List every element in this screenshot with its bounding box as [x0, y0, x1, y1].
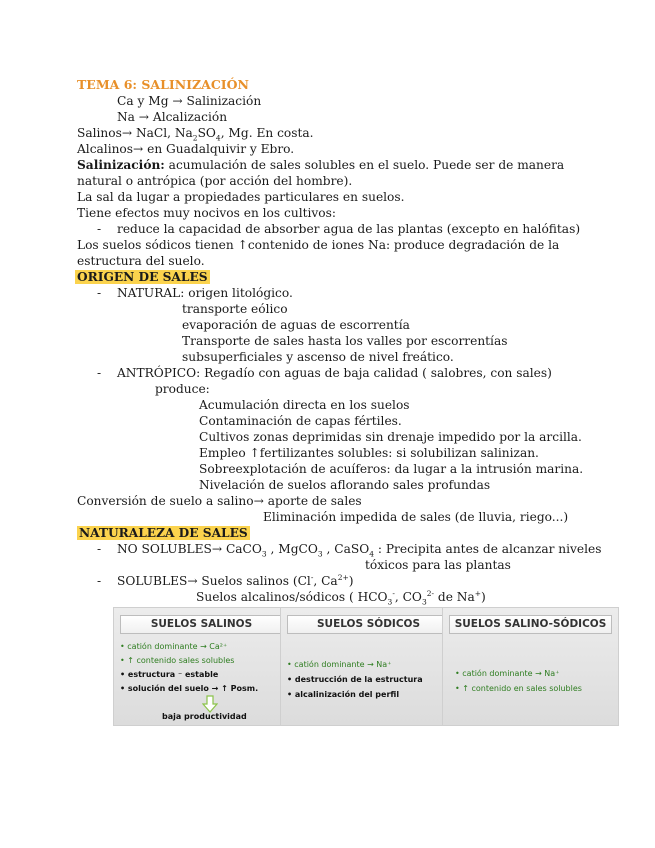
definition-line	[77, 157, 564, 173]
panel-suelos-sodicos	[280, 607, 457, 726]
superscript: -	[392, 588, 395, 598]
panel-title: SUELOS SALINOS	[120, 615, 283, 634]
natural-line: NATURAL: origen litológico.	[117, 286, 293, 300]
subscript: 2	[192, 133, 198, 143]
solubles-text: , Ca	[313, 574, 338, 588]
natural-item: Transporte de sales hasta los valles por escorrentías	[182, 334, 508, 348]
bullet-dash: -	[97, 366, 102, 380]
antropico-item: Cultivos zonas deprimidas sin drenaje impedido por la arcilla.	[199, 430, 582, 444]
origen-heading	[75, 269, 210, 285]
no-solubles-text: NO SOLUBLES→ CaCO	[117, 542, 262, 556]
antropico-item: Contaminación de capas fértiles.	[199, 414, 402, 428]
sodicos-line-2: estructura del suelo.	[77, 254, 205, 268]
panel-item: • destrucción de la estructura	[287, 675, 423, 684]
na-line: Na → Alcalización	[117, 110, 228, 124]
salinos-text: SO	[197, 126, 216, 140]
antropico-item: Empleo ↑fertilizantes solubles: si solubilizan salinizan.	[199, 446, 539, 460]
antropico-item: Acumulación directa en los suelos	[199, 398, 410, 412]
panel-suelos-salinos	[113, 607, 290, 726]
no-solubles-text: : Precipita antes de alcanzar niveles	[374, 542, 602, 556]
bullet-dash: -	[97, 286, 102, 300]
naturaleza-heading	[77, 525, 250, 541]
panel-item: • catión dominante → Na⁺	[287, 660, 392, 669]
subscript: 3	[387, 597, 393, 607]
salinos-line	[77, 125, 314, 141]
produce-line: produce:	[155, 382, 210, 396]
eliminacion-line: Eliminación impedida de sales (de lluvia, riego...)	[263, 510, 569, 524]
superscript: 2+	[337, 572, 349, 582]
panel-item: • estructura ⁻ estable	[120, 670, 219, 679]
alcalinos-line: Alcalinos→ en Guadalquivir y Ebro.	[77, 142, 295, 156]
alcalinos-text: )	[481, 590, 486, 604]
subscript: 4	[215, 133, 221, 143]
panel-item: • alcalinización del perfil	[287, 690, 400, 699]
origen-heading-text: ORIGEN DE SALES	[77, 270, 208, 284]
panel-footer: baja productividad	[162, 712, 247, 721]
salinos-text: Salinos→ NaCl, Na	[77, 126, 193, 140]
subscript: 3	[261, 549, 267, 559]
reduce-line: reduce la capacidad de absorber agua de las plantas (excepto en halófitas)	[117, 222, 581, 236]
natural-item: transporte eólico	[182, 302, 288, 316]
antropico-item: Sobreexplotación de acuíferos: da lugar a la intrusión marina.	[199, 462, 584, 476]
natural-item: evaporación de aguas de escorrentía	[182, 318, 410, 332]
definition-line-2: natural o antrópica (por acción del hombre).	[77, 174, 353, 188]
naturaleza-heading-text: NATURALEZA DE SALES	[79, 526, 248, 540]
ca-mg-line: Ca y Mg → Salinización	[117, 94, 262, 108]
panel-item: • catión dominante → Na⁺	[455, 669, 560, 678]
toxicos-line: tóxicos para las plantas	[365, 558, 511, 572]
solubles-text: SOLUBLES→ Suelos salinos (Cl	[117, 574, 311, 588]
antropico-item: Nivelación de suelos aflorando sales profundas	[199, 478, 491, 492]
panel-item: • solución del suelo → ↑ Posm.	[120, 684, 259, 693]
no-solubles-text: , CaSO	[322, 542, 370, 556]
panel-title: SUELOS SALINO-SÓDICOS	[449, 615, 612, 634]
superscript: -	[310, 572, 314, 582]
superscript: 2-	[426, 588, 435, 598]
panel-suelos-salino-sodicos	[442, 607, 619, 726]
natural-item: subsuperficiales y ascenso de nivel freático.	[182, 350, 454, 364]
subscript: 3	[421, 597, 427, 607]
panel-title: SUELOS SÓDICOS	[287, 615, 450, 634]
conversion-line: Conversión de suelo a salino→ aporte de sales	[77, 494, 362, 508]
definition-text: acumulación de sales solubles en el suelo. Puede ser de manera	[164, 158, 565, 172]
alcalinos-text: Suelos alcalinos/sódicos ( HCO	[196, 590, 388, 604]
alcalinos-text: de Na	[434, 590, 475, 604]
no-solubles-text: , MgCO	[266, 542, 318, 556]
page-title: TEMA 6: SALINIZACIÓN	[77, 77, 249, 92]
panel-item: • catión dominante → Ca²⁺	[120, 642, 228, 651]
arrow-down-icon	[202, 695, 218, 713]
solubles-text: )	[348, 574, 354, 588]
efectos-line: Tiene efectos muy nocivos en los cultivos:	[77, 206, 336, 220]
panel-item: • ↑ contenido sales solubles	[120, 656, 235, 665]
salinos-text: , Mg. En costa.	[220, 126, 314, 140]
definition-term: Salinización:	[77, 158, 165, 172]
solubles-line	[117, 573, 354, 589]
sodicos-line: Los suelos sódicos tienen ↑contenido de iones Na: produce degradación de la	[77, 238, 560, 252]
panel-item: • ↑ contenido en sales solubles	[455, 684, 582, 693]
subscript: 3	[317, 549, 323, 559]
antropico-line: ANTRÓPICO: Regadío con aguas de baja calidad ( salobres, con sales)	[117, 366, 552, 380]
alcalinos-sodicos-line	[196, 589, 486, 605]
bullet-dash: -	[97, 574, 102, 588]
bullet-dash: -	[97, 222, 102, 236]
superscript: +	[474, 588, 482, 598]
bullet-dash: -	[97, 542, 102, 556]
sal-line: La sal da lugar a propiedades particulares en suelos.	[77, 190, 405, 204]
no-solubles-line	[117, 541, 602, 557]
subscript: 4	[369, 549, 374, 559]
alcalinos-text: , CO	[394, 590, 422, 604]
